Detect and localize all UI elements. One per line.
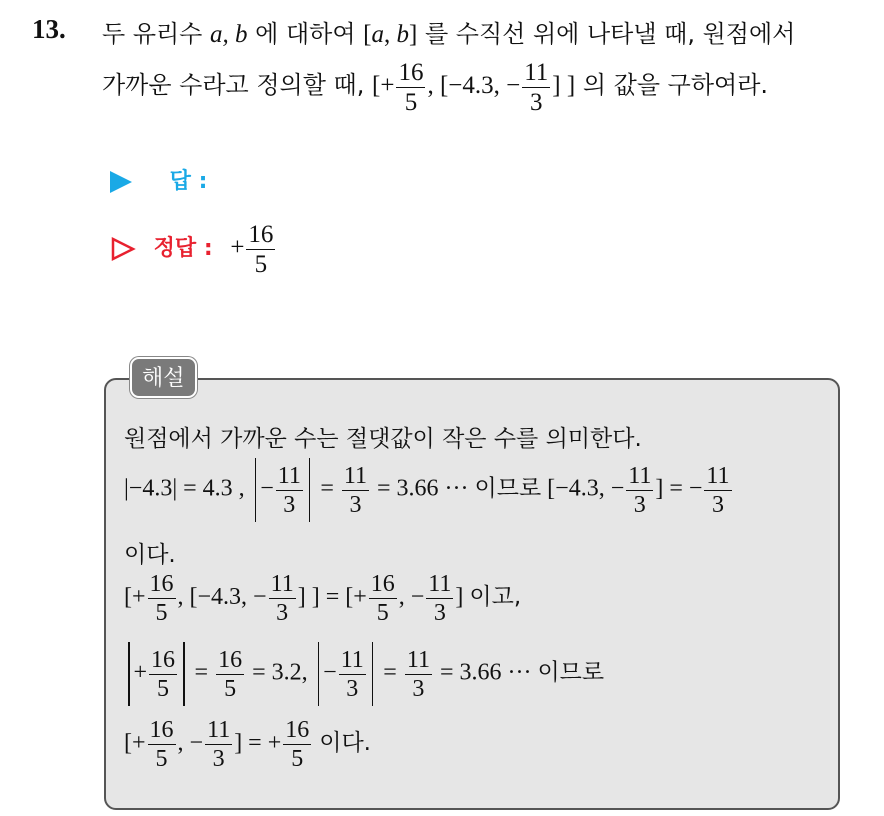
sol5-korean: 이므로 [537,659,605,686]
sol2-korean: 이므로 [474,475,542,502]
solution-line-4: [+ $\frac{16}{5}$ , [−4.3, − $\frac{11}{3}$ ] ] = [+ $\frac{16}{5}$ , − $\frac{11}{3}$ ] 이고, [124,571,522,626]
question-number: 13. [32,14,66,44]
answer-label: 답 : [169,169,208,194]
correct-answer-value: + $\frac{16}{5}$ [230,221,274,278]
question-line-2 [102,60,768,115]
solution-line-3: 이다. [124,542,176,568]
solution-line-2: |−4.3| = 4.3 , − $\frac{11}{3}$ = $\frac{11}{3}$ = 3.66 ··· 이므로 [−4.3, − $\frac{11}{3}$ ] = − $\frac{11}{3}$ [124,458,734,522]
solution-line-1: 원점에서 가까운 수는 절댓값이 작은 수를 의미한다. [124,426,642,452]
q1-vars: a, b [210,21,248,48]
solution-badge: 해설 [130,357,197,398]
solution-line-5: + $\frac{16}{5}$ = $\frac{16}{5}$ = 3.2, − $\frac{11}{3}$ = $\frac{11}{3}$ = 3.66 ··· 이므로 [124,642,604,706]
q1-text-b: 에 대하여 [255,20,356,48]
correct-answer-label: 정답 : [153,236,213,262]
sol4-korean: 이고, [469,584,522,611]
q2-text-a: 가까운 수라고 정의할 때, [102,71,365,100]
q1-text-a: 두 유리수 [102,20,203,48]
solution-line-6: [+ $\frac{16}{5}$ , − $\frac{11}{3}$ ] = + $\frac{16}{5}$ 이다. [124,717,371,772]
sol6-korean: 이다. [319,730,371,757]
correct-answer-row [110,222,277,277]
outline-triangle-icon [110,236,136,262]
q2-expression: [+ $\frac{16}{5}$ , [−4.3, − $\frac{11}{3}$ ] ] [372,59,576,116]
q1-text-c: 를 수직선 위에 나타낼 때, 원점에서 [424,20,796,48]
q1-notation: [a, b] [363,21,418,48]
filled-triangle-icon [110,171,132,193]
answer-row [110,164,207,195]
question-line-1 [102,14,795,49]
q2-text-b: 의 값을 구하여라. [582,71,769,100]
